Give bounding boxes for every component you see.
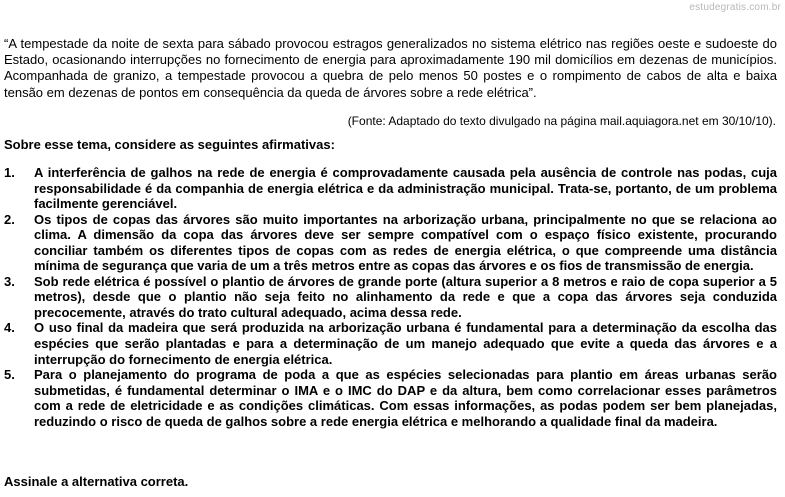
- statement-item-2: [4, 212, 777, 274]
- statement-text: O uso final da madeira que será produzida na arborização urbana é fundamental para a determinação da escolha das espécies que serão plantadas e para a determinação de um manejo adequado que evite a queda das árvores e a interrupção do fornecimento de energia elétrica.: [34, 320, 777, 367]
- quoted-passage: “A tempestade da noite de sexta para sábado provocou estragos generalizados no sistema elétrico nas regiões oeste e sudoeste do Estado, ocasionando interrupções no fornecimento de energia para aproximadamente 190 mil domicílios em dezenas de municípios. Acompanhada de granizo, a tempestade provocou a quebra de pelo menos 50 postes e o rompimento de cabos de alta e baixa tensão em dezenas de pontos em consequência da queda de árvores sobre a rede elétrica”.: [4, 36, 777, 100]
- question-intro: Sobre esse tema, considere as seguintes afirmativas:: [4, 137, 335, 152]
- statement-number: 3.: [4, 273, 15, 289]
- statement-text: Sob rede elétrica é possível o plantio de árvores de grande porte (altura superior a 8 metros e raio de copa superior a 5 metros), desde que o plantio não seja feito no alinhamento da rede e que a copa das árvores seja conduzida precocemente, através do trato cultural adequado, acima dessa rede.: [34, 273, 777, 320]
- statement-item-1: [4, 165, 777, 212]
- statement-item-5: [4, 367, 777, 429]
- source-citation: (Fonte: Adaptado do texto divulgado na página mail.aquiagora.net em 30/10/10).: [347, 114, 776, 128]
- statement-number: 4.: [4, 320, 15, 336]
- question-prompt: Assinale a alternativa correta.: [4, 474, 189, 489]
- statement-item-3: [4, 274, 777, 321]
- statement-text: A interferência de galhos na rede de energia é comprovadamente causada pela ausência de controle nas podas, cuja responsabilidade é da companhia de energia elétrica e da administração municipal. Trata-se, portanto, de um problema facilmente gerenciável.: [34, 165, 777, 212]
- statement-item-4: [4, 320, 777, 367]
- statement-number: 1.: [4, 165, 15, 180]
- statement-number: 5.: [4, 367, 15, 383]
- watermark-text: estudegratis.com.br: [689, 2, 781, 13]
- statement-text: Para o planejamento do programa de poda a que as espécies selecionadas para plantio em áreas urbanas serão submetidas, é fundamental determinar o IMA e o IMC do DAP e da altura, bem como correlacionar esses parâmetros com a rede de eletricidade e as condições climáticas. Com essas informações, as podas podem ser bem planejadas, reduzindo o risco de queda de galhos sobre a rede energia elétrica e melhorando a qualidade final da madeira.: [34, 367, 777, 429]
- statement-list: [4, 165, 777, 429]
- statement-text: Os tipos de copas das árvores são muito importantes na arborização urbana, principalmente no que se relaciona ao clima. A dimensão da copa das árvores deve ser sempre compatível com o espaço físico existente, procurando conciliar também os diferentes tipos de copas com as redes de energia elétrica, o que compreende uma distância mínima de segurança que varia de um a três metros entre as copas das árvores e os fios de transmissão de energia.: [34, 211, 777, 274]
- statement-number: 2.: [4, 211, 15, 227]
